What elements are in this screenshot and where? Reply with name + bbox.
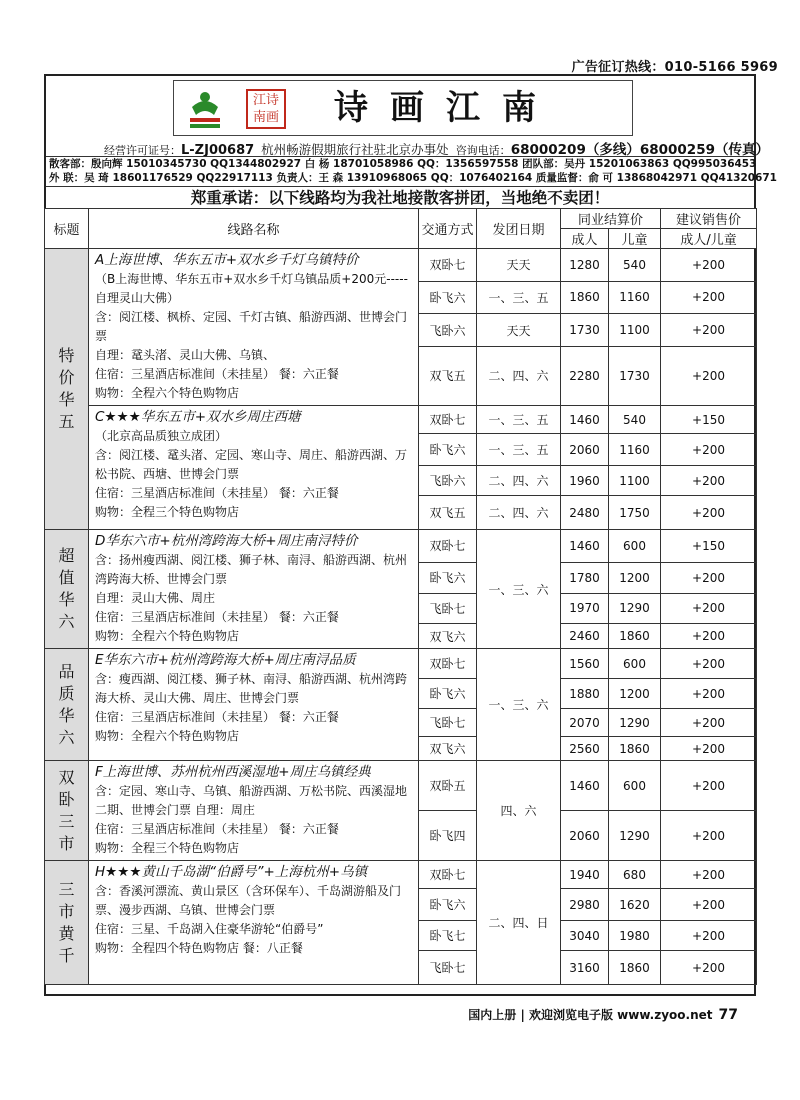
category-label: 品 质 华 六 bbox=[45, 649, 89, 761]
child-price: 600 bbox=[609, 649, 661, 679]
category-label: 特 价 华 五 bbox=[45, 249, 89, 530]
route-detail: 住宿：三星酒店标准间（未挂星） 餐：六正餐 bbox=[95, 367, 339, 381]
route-detail: 住宿：三星酒店标准间（未挂星） 餐：六正餐 bbox=[95, 486, 339, 500]
suggest-price: +200 bbox=[661, 811, 757, 861]
traffic-cell: 双卧七 bbox=[419, 249, 477, 282]
page-number: 77 bbox=[718, 1007, 738, 1023]
traffic-cell: 飞卧七 bbox=[419, 593, 477, 624]
traffic-cell: 卧飞六 bbox=[419, 434, 477, 466]
adult-price: 1460 bbox=[561, 406, 609, 434]
route-detail: 含：瘦西湖、阅江楼、狮子林、南浔、船游西湖、杭州湾跨海大桥、灵山大佛、周庄、世博会门票 bbox=[95, 672, 408, 705]
suggest-price: +200 bbox=[661, 649, 757, 679]
route-detail: （B上海世博、华东五市+双水乡千灯乌镇品质+200元-----自理灵山大佛） bbox=[95, 272, 408, 305]
page-frame bbox=[44, 74, 777, 996]
suggest-price: +200 bbox=[661, 921, 757, 951]
route-detail: 购物：全程三个特色购物店 bbox=[95, 841, 240, 855]
route-title: H★★★黄山千岛湖“伯爵号”+上海杭州+乌镇 bbox=[95, 864, 368, 880]
seal-logo: 江诗 南画 bbox=[246, 89, 286, 129]
suggest-price: +200 bbox=[661, 346, 757, 405]
traffic-cell: 卧飞六 bbox=[419, 562, 477, 593]
table-row bbox=[45, 761, 757, 811]
suggest-price: +200 bbox=[661, 466, 757, 496]
child-price: 1980 bbox=[609, 921, 661, 951]
col-peer-price: 同业结算价 bbox=[561, 209, 661, 229]
child-price: 1200 bbox=[609, 679, 661, 709]
depart-cell: 一、三、五 bbox=[477, 281, 561, 314]
depart-cell: 二、四、六 bbox=[477, 466, 561, 496]
route-description bbox=[89, 761, 419, 861]
suggest-price: +200 bbox=[661, 496, 757, 530]
child-price: 1290 bbox=[609, 593, 661, 624]
route-detail: （北京高品质独立成团） bbox=[95, 429, 228, 443]
route-detail: 购物：全程六个特色购物店 bbox=[95, 386, 240, 400]
adult-price: 1880 bbox=[561, 679, 609, 709]
traffic-cell: 卧飞六 bbox=[419, 889, 477, 921]
adult-price: 3040 bbox=[561, 921, 609, 951]
traffic-cell: 双飞五 bbox=[419, 496, 477, 530]
suggest-price: +200 bbox=[661, 624, 757, 649]
adult-price: 1970 bbox=[561, 593, 609, 624]
traffic-cell: 双卧五 bbox=[419, 761, 477, 811]
col-suggest-price: 建议销售价 bbox=[661, 209, 757, 229]
adult-price: 1460 bbox=[561, 761, 609, 811]
table-row bbox=[45, 649, 757, 679]
suggest-price: +200 bbox=[661, 562, 757, 593]
depart-cell: 二、四、日 bbox=[477, 861, 561, 985]
route-detail: 含：香溪河漂流、黄山景区（含环保车）、千岛湖游船及门票、漫步西湖、乌镇、世博会门票 bbox=[95, 884, 402, 917]
child-price: 1620 bbox=[609, 889, 661, 921]
category-label: 双 卧 三 市 bbox=[45, 761, 89, 861]
route-detail: 住宿：三星酒店标准间（未挂星） 餐：六正餐 bbox=[95, 822, 339, 836]
adult-price: 2560 bbox=[561, 737, 609, 761]
route-detail: 住宿：三星、千岛湖入住豪华游轮“伯爵号” bbox=[95, 922, 324, 936]
child-price: 1200 bbox=[609, 562, 661, 593]
traffic-cell: 双卧七 bbox=[419, 649, 477, 679]
route-detail: 含：阅江楼、鼋头渚、定园、寒山寺、周庄、船游西湖、万松书院、西塘、世博会门票 bbox=[95, 448, 408, 481]
child-price: 1860 bbox=[609, 951, 661, 985]
depart-cell: 一、三、六 bbox=[477, 530, 561, 649]
child-price: 1290 bbox=[609, 709, 661, 737]
suggest-price: +200 bbox=[661, 709, 757, 737]
adult-price: 2980 bbox=[561, 889, 609, 921]
route-title: A上海世博、华东五市+双水乡千灯乌镇特价 bbox=[95, 252, 359, 268]
child-price: 1290 bbox=[609, 811, 661, 861]
route-detail: 住宿：三星酒店标准间（未挂星） 餐：六正餐 bbox=[95, 710, 339, 724]
traffic-cell: 飞卧七 bbox=[419, 709, 477, 737]
depart-cell: 一、三、五 bbox=[477, 406, 561, 434]
child-price: 1100 bbox=[609, 314, 661, 347]
traffic-cell: 双卧七 bbox=[419, 530, 477, 563]
adult-price: 2280 bbox=[561, 346, 609, 405]
depart-cell: 四、六 bbox=[477, 761, 561, 861]
col-category: 标题 bbox=[45, 209, 89, 249]
route-description bbox=[89, 249, 419, 406]
route-description bbox=[89, 530, 419, 649]
route-description bbox=[89, 406, 419, 530]
adult-price: 1780 bbox=[561, 562, 609, 593]
route-detail: 购物：全程四个特色购物店 餐：八正餐 bbox=[95, 941, 303, 955]
page-footer: 国内上册 | 欢迎浏览电子版 www.zyoo.net 77 bbox=[468, 1007, 738, 1023]
brand-banner bbox=[173, 80, 633, 136]
route-title: E华东六市+杭州湾跨海大桥+周庄南浔品质 bbox=[95, 652, 356, 668]
suggest-price: +150 bbox=[661, 406, 757, 434]
adult-price: 1460 bbox=[561, 530, 609, 563]
col-route: 线路名称 bbox=[89, 209, 419, 249]
adult-price: 1730 bbox=[561, 314, 609, 347]
promise-banner: 郑重承诺：以下线路均为我社地接散客拼团，当地绝不卖团！ bbox=[46, 186, 754, 209]
child-price: 1860 bbox=[609, 737, 661, 761]
ad-hotline: 广告征订热线：010-5166 5969 bbox=[571, 60, 778, 75]
route-title: C★★★华东五市+双水乡周庄西塘 bbox=[95, 409, 301, 425]
route-title: D华东六市+杭州湾跨海大桥+周庄南浔特价 bbox=[95, 533, 358, 549]
route-detail: 购物：全程六个特色购物店 bbox=[95, 729, 240, 743]
route-detail: 购物：全程六个特色购物店 bbox=[95, 629, 240, 643]
route-detail: 自理：鼋头渚、灵山大佛、乌镇、 bbox=[95, 348, 276, 362]
traffic-cell: 双飞六 bbox=[419, 624, 477, 649]
category-label: 三 市 黄 千 bbox=[45, 861, 89, 985]
adult-price: 2060 bbox=[561, 434, 609, 466]
child-price: 1730 bbox=[609, 346, 661, 405]
table-row bbox=[45, 530, 757, 563]
depart-cell: 一、三、六 bbox=[477, 649, 561, 761]
suggest-price: +200 bbox=[661, 761, 757, 811]
traffic-cell: 卧飞六 bbox=[419, 281, 477, 314]
suggest-price: +200 bbox=[661, 679, 757, 709]
child-price: 1160 bbox=[609, 281, 661, 314]
child-price: 680 bbox=[609, 861, 661, 889]
child-price: 1160 bbox=[609, 434, 661, 466]
suggest-price: +200 bbox=[661, 861, 757, 889]
suggest-price: +200 bbox=[661, 314, 757, 347]
contacts: 散客部：殷向辉 15010345730 QQ1344802927 白 杨 18701058986 QQ：1356597558 团队部：吴丹 15201063863 QQ995036453 外 联：吴 琦 18601176529 QQ22917113 负责人：王 森 13910968065 QQ：1076402164 质量监督：俞 可 13868042971 QQ41320671 bbox=[46, 156, 754, 185]
route-detail: 自理：灵山大佛、周庄 bbox=[95, 591, 216, 605]
route-description bbox=[89, 649, 419, 761]
adult-price: 2460 bbox=[561, 624, 609, 649]
col-adult-child: 成人/儿童 bbox=[661, 229, 757, 249]
child-price: 540 bbox=[609, 406, 661, 434]
license-line: 经营许可证号：L-ZJ00687 杭州畅游假期旅行社驻北京办事处 咨询电话：68000209（多线）68000259（传真） bbox=[104, 142, 769, 158]
route-detail: 含：定园、寒山寺、乌镇、船游西湖、万松书院、西溪湿地二期、世博会门票 自理：周庄 bbox=[95, 784, 408, 817]
traffic-cell: 卧飞四 bbox=[419, 811, 477, 861]
adult-price: 2070 bbox=[561, 709, 609, 737]
suggest-price: +200 bbox=[661, 434, 757, 466]
brand-title: 诗画江南 bbox=[334, 88, 558, 128]
suggest-price: +200 bbox=[661, 593, 757, 624]
suggest-price: +200 bbox=[661, 737, 757, 761]
table-row bbox=[45, 861, 757, 889]
expo-logo-icon bbox=[184, 85, 226, 131]
category-label: 超 值 华 六 bbox=[45, 530, 89, 649]
suggest-price: +200 bbox=[661, 249, 757, 282]
traffic-cell: 卧飞七 bbox=[419, 921, 477, 951]
route-description bbox=[89, 861, 419, 985]
route-table bbox=[44, 208, 757, 985]
suggest-price: +200 bbox=[661, 281, 757, 314]
col-traffic: 交通方式 bbox=[419, 209, 477, 249]
traffic-cell: 双卧七 bbox=[419, 406, 477, 434]
adult-price: 1280 bbox=[561, 249, 609, 282]
adult-price: 1940 bbox=[561, 861, 609, 889]
depart-cell: 二、四、六 bbox=[477, 496, 561, 530]
child-price: 1100 bbox=[609, 466, 661, 496]
child-price: 600 bbox=[609, 530, 661, 563]
route-detail: 含：扬州瘦西湖、阅江楼、狮子林、南浔、船游西湖、杭州湾跨海大桥、世博会门票 bbox=[95, 553, 408, 586]
route-detail: 住宿：三星酒店标准间（未挂星） 餐：六正餐 bbox=[95, 610, 339, 624]
traffic-cell: 飞卧七 bbox=[419, 951, 477, 985]
table-row bbox=[45, 249, 757, 282]
adult-price: 2480 bbox=[561, 496, 609, 530]
route-title: F上海世博、苏州杭州西溪湿地+周庄乌镇经典 bbox=[95, 764, 371, 780]
child-price: 1860 bbox=[609, 624, 661, 649]
col-depart: 发团日期 bbox=[477, 209, 561, 249]
traffic-cell: 飞卧六 bbox=[419, 466, 477, 496]
col-adult: 成人 bbox=[561, 229, 609, 249]
suggest-price: +150 bbox=[661, 530, 757, 563]
col-child: 儿童 bbox=[609, 229, 661, 249]
depart-cell: 一、三、五 bbox=[477, 434, 561, 466]
table-row bbox=[45, 406, 757, 434]
traffic-cell: 飞卧六 bbox=[419, 314, 477, 347]
depart-cell: 天天 bbox=[477, 249, 561, 282]
traffic-cell: 双卧七 bbox=[419, 861, 477, 889]
suggest-price: +200 bbox=[661, 889, 757, 921]
depart-cell: 二、四、六 bbox=[477, 346, 561, 405]
depart-cell: 天天 bbox=[477, 314, 561, 347]
traffic-cell: 双飞五 bbox=[419, 346, 477, 405]
route-detail: 含：阅江楼、枫桥、定园、千灯古镇、船游西湖、世博会门票 bbox=[95, 310, 408, 343]
traffic-cell: 双飞六 bbox=[419, 737, 477, 761]
child-price: 600 bbox=[609, 761, 661, 811]
traffic-cell: 卧飞六 bbox=[419, 679, 477, 709]
suggest-price: +200 bbox=[661, 951, 757, 985]
child-price: 1750 bbox=[609, 496, 661, 530]
adult-price: 3160 bbox=[561, 951, 609, 985]
adult-price: 1860 bbox=[561, 281, 609, 314]
child-price: 540 bbox=[609, 249, 661, 282]
adult-price: 1960 bbox=[561, 466, 609, 496]
route-detail: 购物：全程三个特色购物店 bbox=[95, 505, 240, 519]
adult-price: 2060 bbox=[561, 811, 609, 861]
adult-price: 1560 bbox=[561, 649, 609, 679]
